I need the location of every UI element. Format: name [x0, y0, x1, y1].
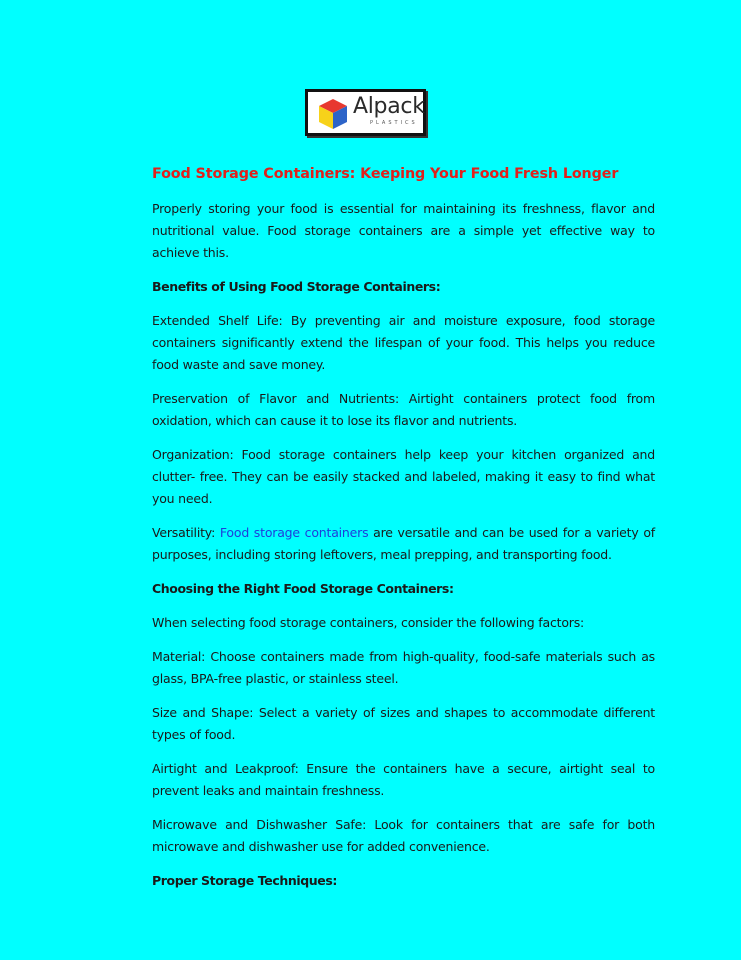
factor-microwave: Microwave and Dishwasher Safe: Look for containers that are safe for both microwave and dishwasher use for added convenience. [152, 817, 655, 854]
intro-paragraph: Properly storing your food is essential for maintaining its freshness, flavor and nutritional value. Food storage containers are a simple yet effective way to achieve this. [152, 201, 655, 260]
benefits-heading: Benefits of Using Food Storage Containers: [152, 279, 441, 294]
benefit-flavor: Preservation of Flavor and Nutrients: Airtight containers protect food from oxidation, which can cause it to lose its flavor and nutrients. [152, 391, 655, 428]
benefit-versatility [152, 522, 655, 566]
choosing-intro: When selecting food storage containers, consider the following factors: [152, 615, 585, 630]
choosing-heading: Choosing the Right Food Storage Containers: [152, 581, 454, 596]
logo-tagline: PLASTICS [370, 120, 418, 126]
factor-airtight: Airtight and Leakproof: Ensure the containers have a secure, airtight seal to prevent leaks and maintain freshness. [152, 761, 655, 798]
logo [305, 89, 426, 136]
benefit-organization: Organization: Food storage containers help keep your kitchen organized and clutter- free. They can be easily stacked and labeled, making it easy to find what you need. [152, 447, 655, 506]
logo-wordmark: Alpack [353, 94, 425, 119]
versatility-prefix: Versatility: [152, 525, 220, 540]
factor-size-shape: Size and Shape: Select a variety of sizes and shapes to accommodate different types of food. [152, 705, 655, 742]
food-storage-containers-link[interactable]: Food storage containers [219, 525, 369, 540]
page-title: Food Storage Containers: Keeping Your Food Fresh Longer [152, 166, 619, 182]
benefit-shelf-life: Extended Shelf Life: By preventing air and moisture exposure, food storage containers significantly extend the lifespan of your food. This helps you reduce food waste and save money. [152, 313, 655, 372]
storage-heading: Proper Storage Techniques: [152, 873, 337, 888]
factor-material: Material: Choose containers made from high-quality, food-safe materials such as glass, BPA-free plastic, or stainless steel. [152, 649, 655, 686]
article [152, 164, 655, 904]
versatility-suffix: are versatile and can be used for a variety of purposes, including storing leftovers, meal prepping, and transporting food. [152, 525, 655, 562]
cube-logo-icon [316, 97, 350, 131]
